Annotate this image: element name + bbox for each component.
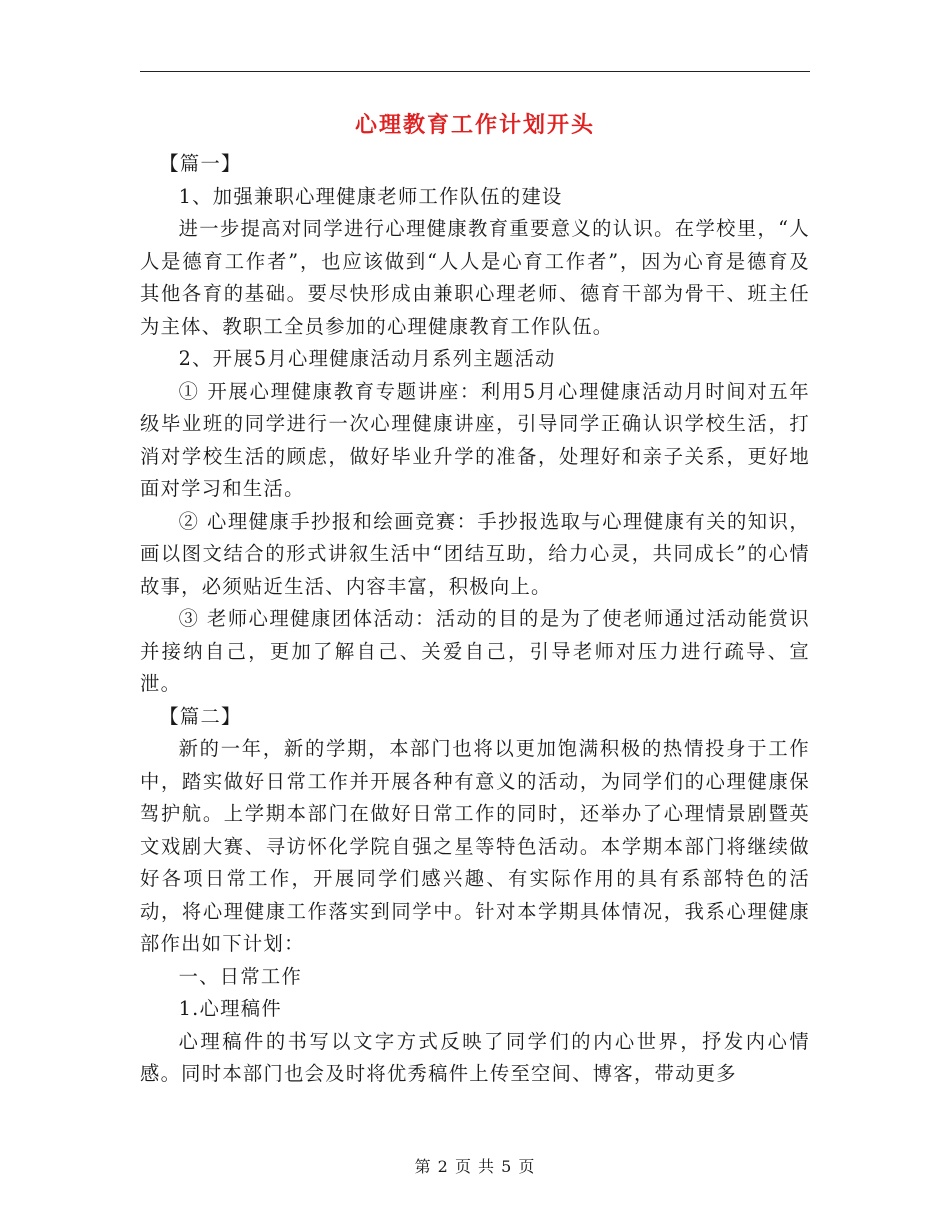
paragraph: 2、开展5月心理健康活动月系列主题活动 (178, 347, 556, 370)
page-number-footer: 第 2 页 共 5 页 (414, 1157, 536, 1176)
document-body (140, 148, 810, 1091)
document-title: 心理教育工作计划开头 (354, 113, 595, 138)
paragraph: ③ 老师心理健康团体活动：活动的目的是为了使老师通过活动能赏识并接纳自己，更加了解自己、关爱自己，引导老师对压力进行疏导、宣泄。 (140, 607, 810, 695)
header-rule (140, 71, 810, 72)
paragraph: 1、加强兼职心理健康老师工作队伍的建设 (178, 184, 563, 208)
section-heading: 【篇二】 (159, 704, 242, 728)
paragraph: ① 开展心理健康教育专题讲座：利用5月心理健康活动月时间对五年级毕业班的同学进行一次心理健康讲座，引导同学正确认识学校生活，打消对学校生活的顾虑，做好毕业升学的准备，处理好和亲子关系，更好地面对学习和生活。 (140, 379, 810, 500)
section-heading: 【篇一】 (159, 152, 242, 175)
paragraph: 进一步提高对同学进行心理健康教育重要意义的认识。在学校里，“人人是德育工作者”，也应该做到“人人是心育工作者”，因为心育是德育及其他各育的基础。要尽快形成由兼职心理老师、德育干部为骨干、班主任为主体、教职工全员参加的心理健康教育工作队伍。 (140, 217, 810, 338)
paragraph: 新的一年，新的学期，本部门也将以更加饱满积极的热情投身于工作中，踏实做好日常工作并开展各种有意义的活动，为同学们的心理健康保驾护航。上学期本部门在做好日常工作的同时，还举办了心理情景剧暨英文戏剧大赛、寻访怀化学院自强之星等特色活动。本学期本部门将继续做好各项日常工作，开展同学们感兴趣、有实际作用的具有系部特色的活动，将心理健康工作落实到同学中。针对本学期具体情况，我系心理健康部作出如下计划： (140, 737, 810, 955)
paragraph: 1.心理稿件 (178, 997, 282, 1020)
paragraph: 心理稿件的书写以文字方式反映了同学们的内心世界，抒发内心情感。同时本部门也会及时将优秀稿件上传至空间、博客，带动更多 (140, 1029, 810, 1085)
paragraph: 一、日常工作 (178, 964, 303, 988)
paragraph: ② 心理健康手抄报和绘画竞赛：手抄报选取与心理健康有关的知识，画以图文结合的形式讲叙生活中“团结互助，给力心灵，共同成长”的心情故事，必须贴近生活、内容丰富，积极向上。 (140, 509, 810, 598)
